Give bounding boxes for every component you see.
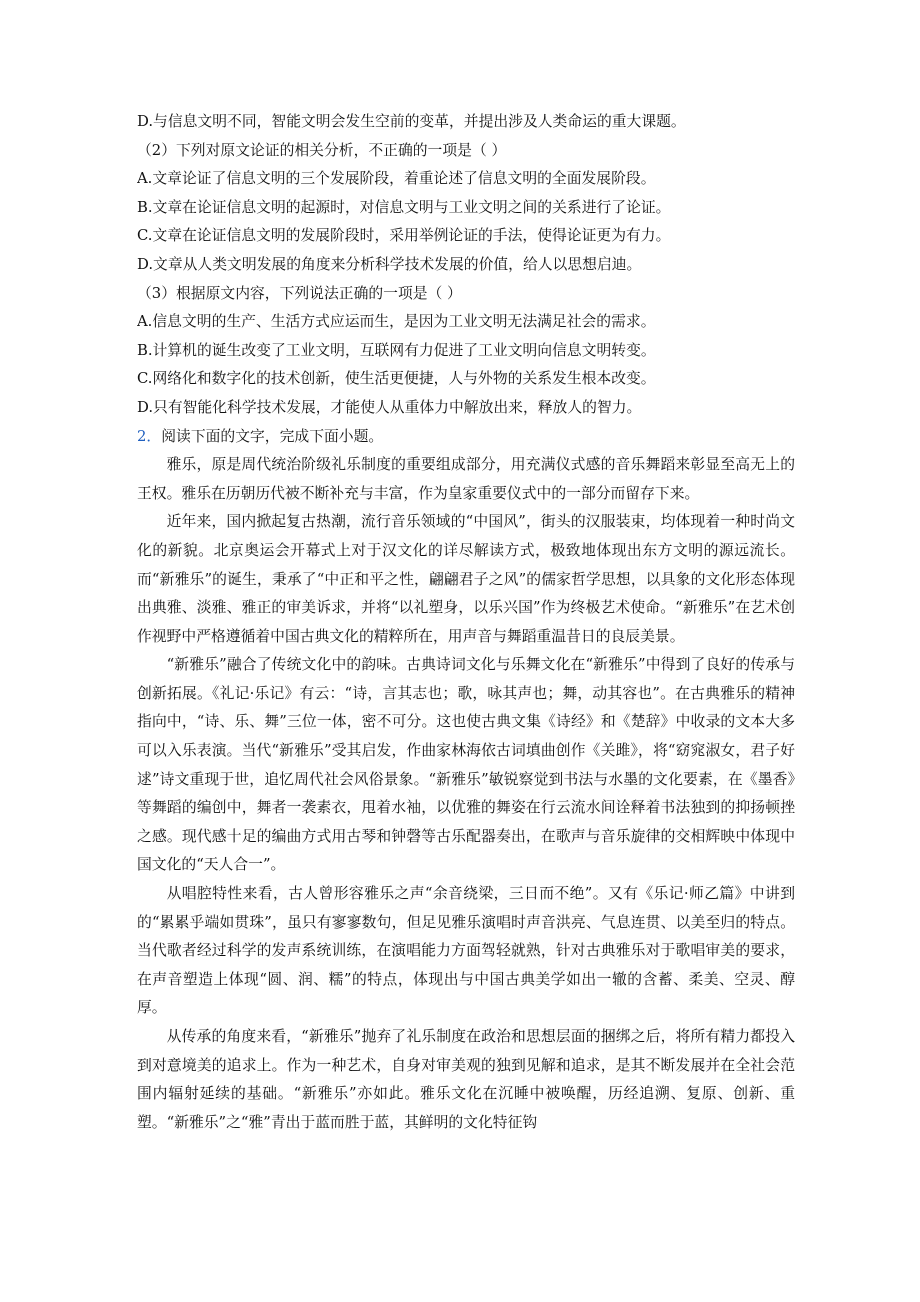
q1-option-d: D.与信息文明不同，智能文明会发生空前的变革，并提出涉及人类命运的重大课题。	[137, 113, 686, 130]
q2-option-a: A.文章论证了信息文明的三个发展阶段，着重论述了信息文明的全面发展阶段。	[137, 170, 656, 188]
passage-paragraph-4: 从唱腔特性来看，古人曾形容雅乐之声“余音绕梁，三日而不绝”。又有《乐记·师乙篇》中讲到的“累累乎端如贯珠”，虽只有寥寥数句，但足见雅乐演唱时声音洪亮、气息连贯、以美至归的特点。当代歌者经过科学的发声系统训练，在演唱能力方面驾轻就熟，针对古典雅乐对于歌唱审美的要求，在声音塑造上体现“圆、润、糯”的特点，体现出与中国古典美学如出一辙的含蓄、柔美、空灵、醇厚。	[137, 885, 795, 1017]
q3-option-d: D.只有智能化科学技术发展，才能使人从重体力中解放出来，释放人的智力。	[137, 398, 642, 416]
section-2-instruction: 阅读下面的文字，完成下面小题。	[161, 427, 384, 445]
q2-option-b: B.文章在论证信息文明的起源时，对信息文明与工业文明之间的关系进行了论证。	[137, 198, 671, 216]
q2-option-c: C.文章在论证信息文明的发展阶段时，采用举例论证的手法，使得论证更为有力。	[137, 227, 671, 245]
q3-option-c: C.网络化和数字化的技术创新，使生活更便捷，人与外物的关系发生根本改变。	[137, 370, 656, 388]
q3-option-a: A.信息文明的生产、生活方式应运而生，是因为工业文明无法满足社会的需求。	[137, 313, 656, 331]
q3-stem: （3）根据原文内容，下列说法正确的一项是（ ）	[137, 284, 462, 302]
passage-paragraph-2: 近年来，国内掀起复古热潮，流行音乐领域的“中国风”，街头的汉服装束，均体现着一种时尚文化的新貌。北京奥运会开幕式上对于汉文化的详尽解读方式，极致地体现出东方文明的源远流长。而“新雅乐”的诞生，秉承了“中正和平之性，翩翩君子之风”的儒家哲学思想，以具象的文化形态体现出典雅、淡雅、雅正的审美诉求，并将“以礼塑身，以乐兴国”作为终极艺术使命。“新雅乐”在艺术创作视野中严格遵循着中国古典文化的精粹所在，用声音与舞蹈重温昔日的良辰美景。	[137, 513, 795, 645]
section-2-number: 2．	[137, 427, 162, 445]
passage-paragraph-1: 雅乐，原是周代统治阶级礼乐制度的重要组成部分，用充满仪式感的音乐舞蹈来彰显至高无上的王权。雅乐在历朝历代被不断补充与丰富，作为皇家重要仪式中的一部分而留存下来。	[137, 456, 795, 502]
document-page	[137, 108, 795, 1137]
section-2-heading	[137, 423, 795, 452]
passage-paragraph-3: “新雅乐”融合了传统文化中的韵味。古典诗词文化与乐舞文化在“新雅乐”中得到了良好的传承与创新拓展。《礼记·乐记》有云：“诗，言其志也；歌，咏其声也；舞，动其容也”。在古典雅乐的精神指向中，“诗、乐、舞”三位一体，密不可分。这也使古典文集《诗经》和《楚辞》中收录的文本大多可以入乐表演。当代“新雅乐”受其启发，作曲家林海依古词填曲创作《关雎》，将“窈窕淑女，君子好逑”诗文重现于世，追忆周代社会风俗景象。“新雅乐”敏锐察觉到书法与水墨的文化要素，在《墨香》等舞蹈的编创中，舞者一袭素衣，甩着水袖，以优雅的舞姿在行云流水间诠释着书法独到的抑扬顿挫之感。现代感十足的编曲方式用古琴和钟磬等古乐配器奏出，在歌声与音乐旋律的交相辉映中体现中国文化的“天人合一”。	[137, 656, 795, 874]
q3-option-b: B.计算机的诞生改变了工业文明，互联网有力促进了工业文明向信息文明转变。	[137, 341, 656, 359]
q2-stem: （2）下列对原文论证的相关分析，不正确的一项是（ ）	[137, 141, 507, 159]
q2-option-d: D.文章从人类文明发展的角度来分析科学技术发展的价值，给人以思想启迪。	[137, 255, 642, 273]
passage-paragraph-5: 从传承的角度来看，“新雅乐”抛弃了礼乐制度在政治和思想层面的捆绑之后，将所有精力都投入到对意境美的追求上。作为一种艺术，自身对审美观的独到见解和追求，是其不断发展并在全社会范围内辐射延续的基础。“新雅乐”亦如此。雅乐文化在沉睡中被唤醒，历经追溯、复原、创新、重塑。“新雅乐”之“雅”青出于蓝而胜于蓝，其鲜明的文化特征钩	[137, 1028, 795, 1131]
